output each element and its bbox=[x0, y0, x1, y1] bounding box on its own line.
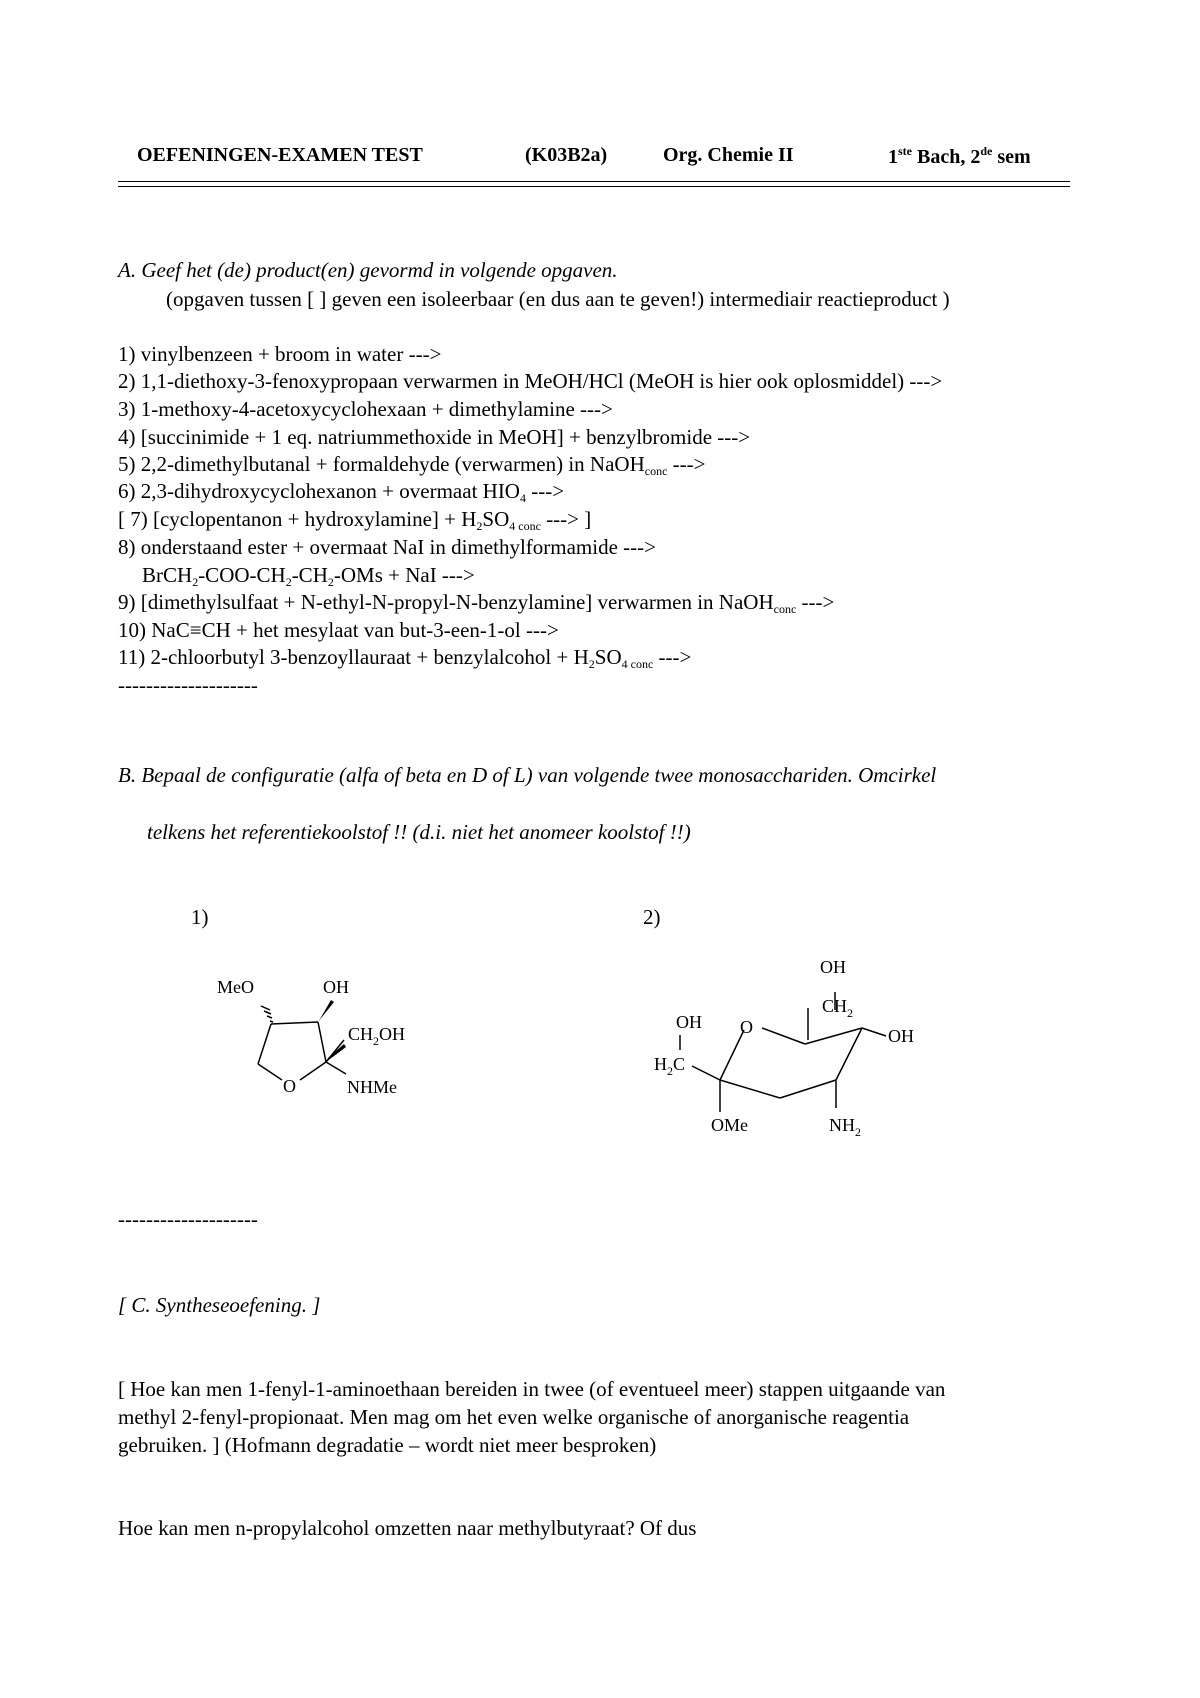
synthesis-question-1-line3: gebruiken. ] (Hofmann degradatie – wordt niet meer besproken) bbox=[118, 1433, 657, 1457]
section-a-title: A. Geef het (de) product(en) gevormd in volgende opgaven. bbox=[118, 258, 618, 282]
mol1-ring-oxygen: O bbox=[283, 1076, 296, 1096]
section-a-note: (opgaven tussen [ ] geven een isoleerbaar (en dus aan te geven!) intermediair reactieproduct ) bbox=[166, 287, 950, 311]
structure-2-label: 2) bbox=[643, 905, 661, 929]
mol2-ring-oxygen: O bbox=[740, 1017, 753, 1037]
year-semester: 1ste Bach, 2de sem bbox=[888, 144, 1031, 168]
structure-1-label: 1) bbox=[191, 905, 209, 929]
mol1-oh-label: OH bbox=[323, 977, 349, 997]
mol2-h2c-label: $H_2C$ bbox=[654, 1054, 686, 1078]
mol2-nh2-label: $NH_2$ bbox=[829, 1115, 861, 1139]
section-b-separator: -------------------- bbox=[118, 1207, 258, 1231]
mol2-oh-top-label: OH bbox=[820, 957, 846, 977]
mol2-ch2-label: $CH_2$ bbox=[822, 996, 854, 1020]
question-item-8-formula: $BrCH_2-COO-CH_2-CH_2$-OMs + NaI ---> bbox=[142, 563, 475, 589]
question-item-1: 1) vinylbenzeen + broom in water ---> bbox=[118, 342, 442, 366]
synthesis-question-1-line2: methyl 2-fenyl-propionaat. Men mag om het even welke organische of anorganische reagentia bbox=[118, 1405, 910, 1429]
section-a-separator: -------------------- bbox=[118, 673, 258, 697]
section-b-instruction-line2: telkens het referentiekoolstof !! (d.i. niet het anomeer koolstof !!) bbox=[147, 820, 691, 844]
question-item-9: 9) [dimethylsulfaat + N-ethyl-N-propyl-N-benzylamine] verwarmen in NaOH$_{conc}$ ---> bbox=[118, 590, 835, 616]
question-item-10: 10) NaC≡CH + het mesylaat van but-3-een-1-ol ---> bbox=[118, 618, 559, 642]
section-b-instruction-line1: B. Bepaal de configuratie (alfa of beta en D of L) van volgende twee monosacchariden. Omcirkel bbox=[118, 763, 937, 787]
question-item-4: 4) [succinimide + 1 eq. natriummethoxide in MeOH] + benzylbromide ---> bbox=[118, 425, 751, 449]
synthesis-question-1-line1: [ Hoe kan men 1-fenyl-1-aminoethaan bereiden in twee (of eventueel meer) stappen uitgaande van bbox=[118, 1377, 946, 1401]
question-item-3: 3) 1-methoxy-4-acetoxycyclohexaan + dimethylamine ---> bbox=[118, 397, 613, 421]
mol2-oh-left-label: OH bbox=[676, 1012, 702, 1032]
exam-title: OEFENINGEN-EXAMEN TEST bbox=[137, 144, 423, 166]
mol1-ch2oh-label: $CH_2OH$ bbox=[348, 1024, 406, 1048]
question-item-11: 11) 2-chloorbutyl 3-benzoyllauraat + benzylalcohol + $H_2SO_{4 conc}$ ---> bbox=[118, 645, 692, 671]
mol1-meo-label: MeO bbox=[217, 977, 254, 997]
synthesis-question-2: Hoe kan men n-propylalcohol omzetten naar methylbutyraat? Of dus bbox=[118, 1516, 697, 1540]
course-name: Org. Chemie II bbox=[663, 144, 794, 166]
question-item-6: 6) 2,3-dihydroxycyclohexanon + overmaat $HIO_4$ ---> bbox=[118, 479, 565, 505]
mol2-oh-right-label: OH bbox=[888, 1026, 914, 1046]
question-item-8: 8) onderstaand ester + overmaat NaI in dimethylformamide ---> bbox=[118, 535, 656, 559]
mol1-nhme-label: NHMe bbox=[347, 1077, 397, 1097]
question-item-7: [ 7) [cyclopentanon + hydroxylamine] + $H_2SO_{4 conc}$ ---> ] bbox=[118, 507, 592, 533]
course-code: (K03B2a) bbox=[525, 144, 608, 166]
question-item-2: 2) 1,1-diethoxy-3-fenoxypropaan verwarmen in MeOH/HCl (MeOH is hier ook oplosmiddel) ---> bbox=[118, 369, 943, 393]
question-item-5: 5) 2,2-dimethylbutanal + formaldehyde (verwarmen) in NaOH$_{conc}$ ---> bbox=[118, 452, 706, 478]
section-c-title: [ C. Syntheseoefening. ] bbox=[118, 1293, 321, 1317]
mol2-ome-label: OMe bbox=[711, 1115, 748, 1135]
